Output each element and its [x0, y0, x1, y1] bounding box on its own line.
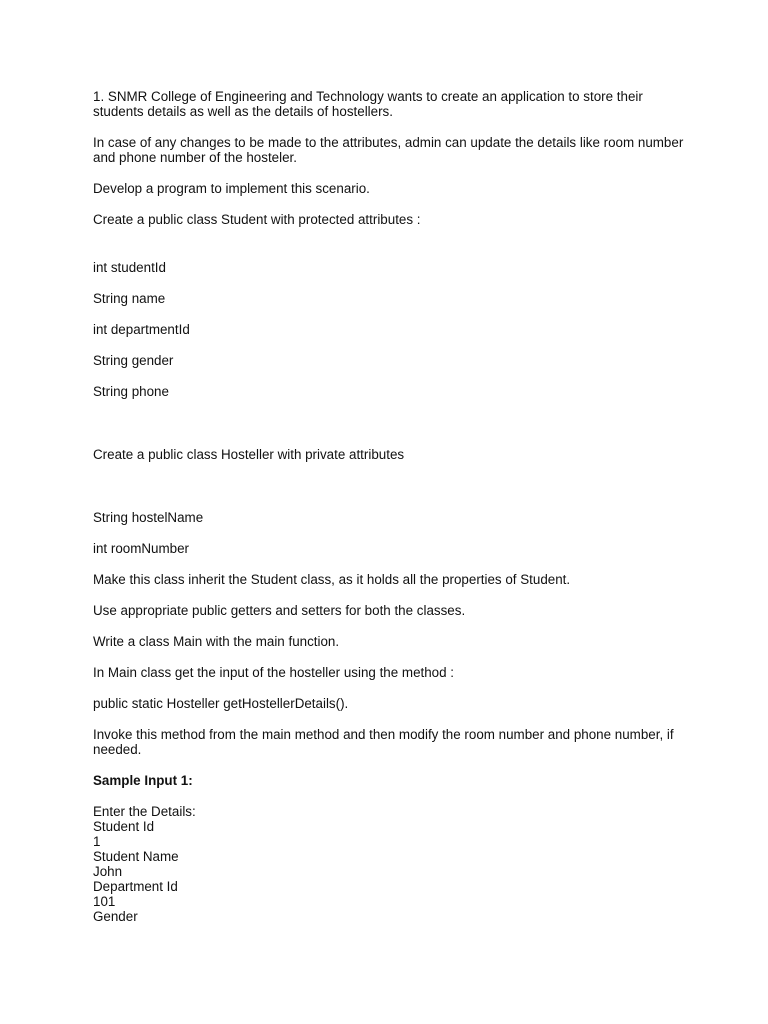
sample-input-block [93, 804, 693, 924]
intro-paragraph: 1. SNMR College of Engineering and Technology wants to create an application to store their students details as well as the details of hostellers. [93, 89, 643, 119]
develop-paragraph: Develop a program to implement this scenario. [93, 181, 370, 196]
attribute-hostel-name: String hostelName [93, 510, 204, 525]
input-method-paragraph: In Main class get the input of the hosteller using the method : [93, 665, 455, 680]
method-signature: public static Hosteller getHostellerDetails(). [93, 696, 349, 711]
invoke-paragraph: Invoke this method from the main method and then modify the room number and phone number, if needed. [93, 727, 674, 757]
sample-line: Enter the Details: [93, 804, 196, 819]
attribute-room-number: int roomNumber [93, 541, 189, 556]
sample-line: 101 [93, 894, 116, 909]
inherit-paragraph: Make this class inherit the Student class, as it holds all the properties of Student. [93, 572, 571, 587]
student-class-paragraph: Create a public class Student with protected attributes : [93, 212, 421, 227]
main-class-paragraph: Write a class Main with the main function. [93, 634, 340, 649]
sample-line: Department Id [93, 879, 178, 894]
sample-line: 1 [93, 834, 101, 849]
getters-setters-paragraph: Use appropriate public getters and setters for both the classes. [93, 603, 466, 618]
sample-line: Gender [93, 909, 138, 924]
attribute-phone: String phone [93, 384, 169, 399]
document-page [93, 89, 693, 924]
attribute-student-id: int studentId [93, 260, 166, 275]
sample-line: John [93, 864, 123, 879]
attribute-department-id: int departmentId [93, 322, 190, 337]
sample-line: Student Id [93, 819, 155, 834]
attribute-gender: String gender [93, 353, 174, 368]
update-paragraph: In case of any changes to be made to the attributes, admin can update the details like room number and phone number of the hosteler. [93, 135, 684, 165]
attribute-name: String name [93, 291, 166, 306]
sample-line: Student Name [93, 849, 179, 864]
sample-input-heading: Sample Input 1: [93, 773, 193, 788]
hosteller-class-paragraph: Create a public class Hosteller with private attributes [93, 447, 405, 462]
